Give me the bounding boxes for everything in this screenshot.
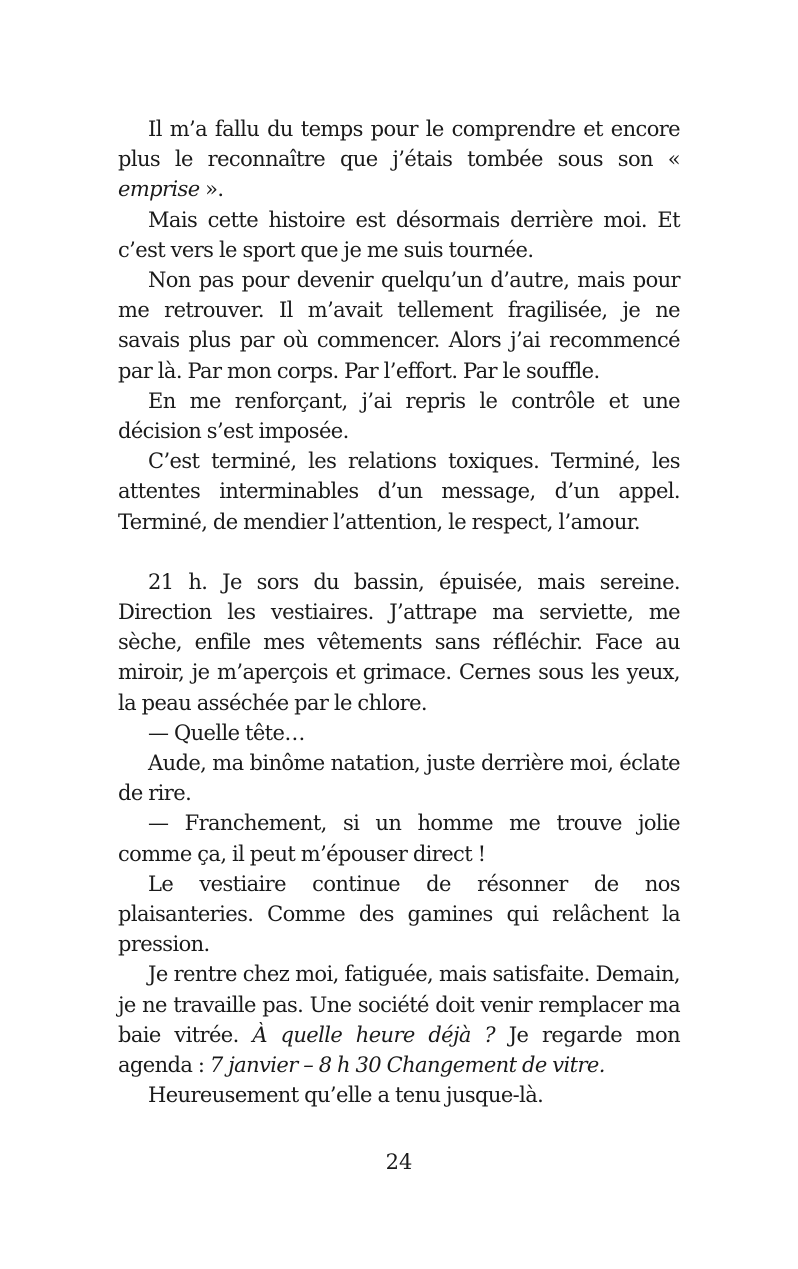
paragraph: Mais cette histoire est désormais derrière moi. Et c’est vers le sport que je me suis tournée. xyxy=(118,207,680,262)
paragraph: C’est terminé, les relations toxiques. Terminé, les attentes interminables d’un message, d’un appel. Terminé, de mendier l’attention, le respect, l’amour. xyxy=(118,449,680,534)
dialogue-line: — Quelle tête… xyxy=(148,720,305,745)
emphasis-text: emprise xyxy=(118,177,200,202)
paragraph: 21 h. Je sors du bassin, épuisée, mais sereine. Direction les vestiaires. J’attrape ma serviette, me sèche, enfile mes vêtements sans réfléchir. Face au miroir, je m’aperçois et grimace. Cernes sous les yeux, la peau asséchée par le chlore. xyxy=(118,569,680,715)
paragraph: Aude, ma binôme natation, juste derrière moi, éclate de rire. xyxy=(118,751,680,806)
section-1 xyxy=(118,114,680,537)
emphasis-text: À quelle heure déjà ? xyxy=(252,1022,496,1047)
paragraph: En me renforçant, j’ai repris le contrôle et une décision s’est imposée. xyxy=(118,388,680,444)
page-body xyxy=(118,114,680,1111)
paragraph-text: Il m’a fallu du temps pour le comprendre et encore plus le reconnaître que j’étais tombée sous son « xyxy=(118,117,680,172)
paragraph-text: Je rentre chez moi, fatiguée, mais satisfaite. Demain, je ne travaille pas. Une société doit venir remplacer ma baie vitrée. xyxy=(118,962,680,1047)
emphasis-text: 7 janvier – 8 h 30 Changement de vitre. xyxy=(209,1053,605,1078)
paragraph xyxy=(118,114,680,205)
section-2 xyxy=(118,567,680,1111)
paragraph: Le vestiaire continue de résonner de nos plaisanteries. Comme des gamines qui relâchent la pression. xyxy=(118,871,680,957)
dialogue-line: — Franchement, si un homme me trouve jolie comme ça, il peut m’épouser direct ! xyxy=(118,811,680,866)
paragraph: Heureusement qu’elle a tenu jusque-là. xyxy=(148,1083,544,1108)
page-number: 24 xyxy=(385,1150,413,1174)
paragraph: Non pas pour devenir quelqu’un d’autre, mais pour me retrouver. Il m’avait tellement fragilisée, je ne savais plus par où commencer. Alors j’ai recommencé par là. Par mon corps. Par l’effort. Par le souffle. xyxy=(118,268,680,383)
paragraph-text: ». xyxy=(199,177,224,202)
paragraph-text: Je regarde mon agenda : xyxy=(118,1022,681,1078)
paragraph xyxy=(118,959,680,1080)
